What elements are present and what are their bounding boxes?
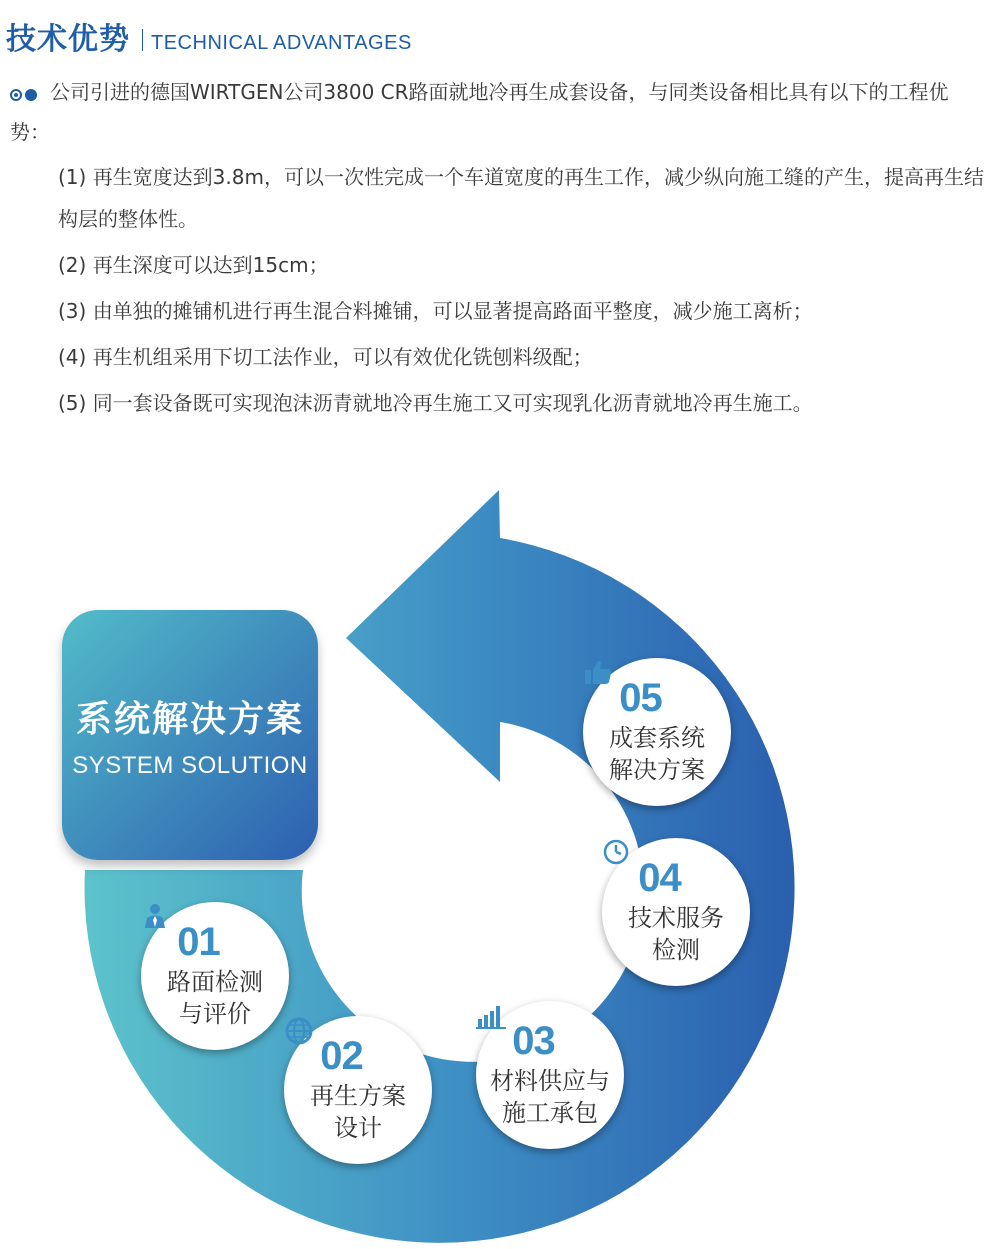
step-label-line2: 检测 xyxy=(652,936,700,964)
system-solution-box xyxy=(62,610,318,860)
step-number: 01 xyxy=(177,920,220,964)
section-header xyxy=(6,14,412,58)
step-number: 04 xyxy=(638,856,681,900)
step-number: 05 xyxy=(619,676,662,720)
section-title-cn: 技术优势 xyxy=(6,22,130,57)
advantage-item: (3) 由单独的摊铺机进行再生混合料摊铺，可以显著提高路面平整度，减少施工离析； xyxy=(58,299,813,323)
step-05-circle xyxy=(583,658,731,806)
step-label-line1: 材料供应与 xyxy=(490,1067,610,1095)
section-title-en: TECHNICAL ADVANTAGES xyxy=(151,32,412,54)
intro-paragraph xyxy=(10,72,985,152)
step-label-line1: 路面检测 xyxy=(167,968,263,996)
step-03-circle xyxy=(476,1001,624,1149)
thumbs-up-icon xyxy=(667,684,695,712)
title-divider xyxy=(142,29,143,51)
step-02-circle xyxy=(284,1016,432,1164)
system-title-cn: 系统解决方案 xyxy=(75,698,304,740)
globe-icon xyxy=(368,1042,396,1070)
step-label-line1: 技术服务 xyxy=(628,904,724,932)
advantage-item: (1) 再生宽度达到3.8m，可以一次性完成一个车道宽度的再生工作，减少纵向施工缝的产生，提高再生结构层的整体性。 xyxy=(58,165,984,231)
step-04-circle xyxy=(602,838,750,986)
step-label-line1: 成套系统 xyxy=(609,724,705,752)
step-number: 03 xyxy=(512,1019,555,1063)
advantage-item: (5) 同一套设备既可实现泡沫沥青就地冷再生施工又可实现乳化沥青就地冷再生施工。 xyxy=(58,391,813,415)
step-label-line2: 设计 xyxy=(334,1114,382,1142)
bar-chart-icon xyxy=(560,1027,588,1055)
advantage-item: (4) 再生机组采用下切工法作业，可以有效优化铣刨料级配； xyxy=(58,345,593,369)
advantages-list xyxy=(58,156,986,428)
system-solution-diagram xyxy=(0,460,990,1249)
clock-icon xyxy=(686,864,714,892)
intro-text: 公司引进的德国WIRTGEN公司3800 CR路面就地冷再生成套设备，与同类设备相比具有以下的工程优势： xyxy=(10,80,949,144)
system-title-en: SYSTEM SOLUTION xyxy=(72,751,308,779)
person-icon xyxy=(225,928,253,956)
step-label-line2: 施工承包 xyxy=(502,1099,598,1127)
step-label-line1: 再生方案 xyxy=(310,1082,406,1110)
advantage-item: (2) 再生深度可以达到15cm； xyxy=(58,253,329,277)
step-label-line2: 解决方案 xyxy=(609,756,705,784)
step-01-circle xyxy=(141,902,289,1050)
double-circle-bullet-icon xyxy=(10,74,40,114)
step-label-line2: 与评价 xyxy=(179,1000,251,1028)
step-number: 02 xyxy=(320,1034,363,1078)
